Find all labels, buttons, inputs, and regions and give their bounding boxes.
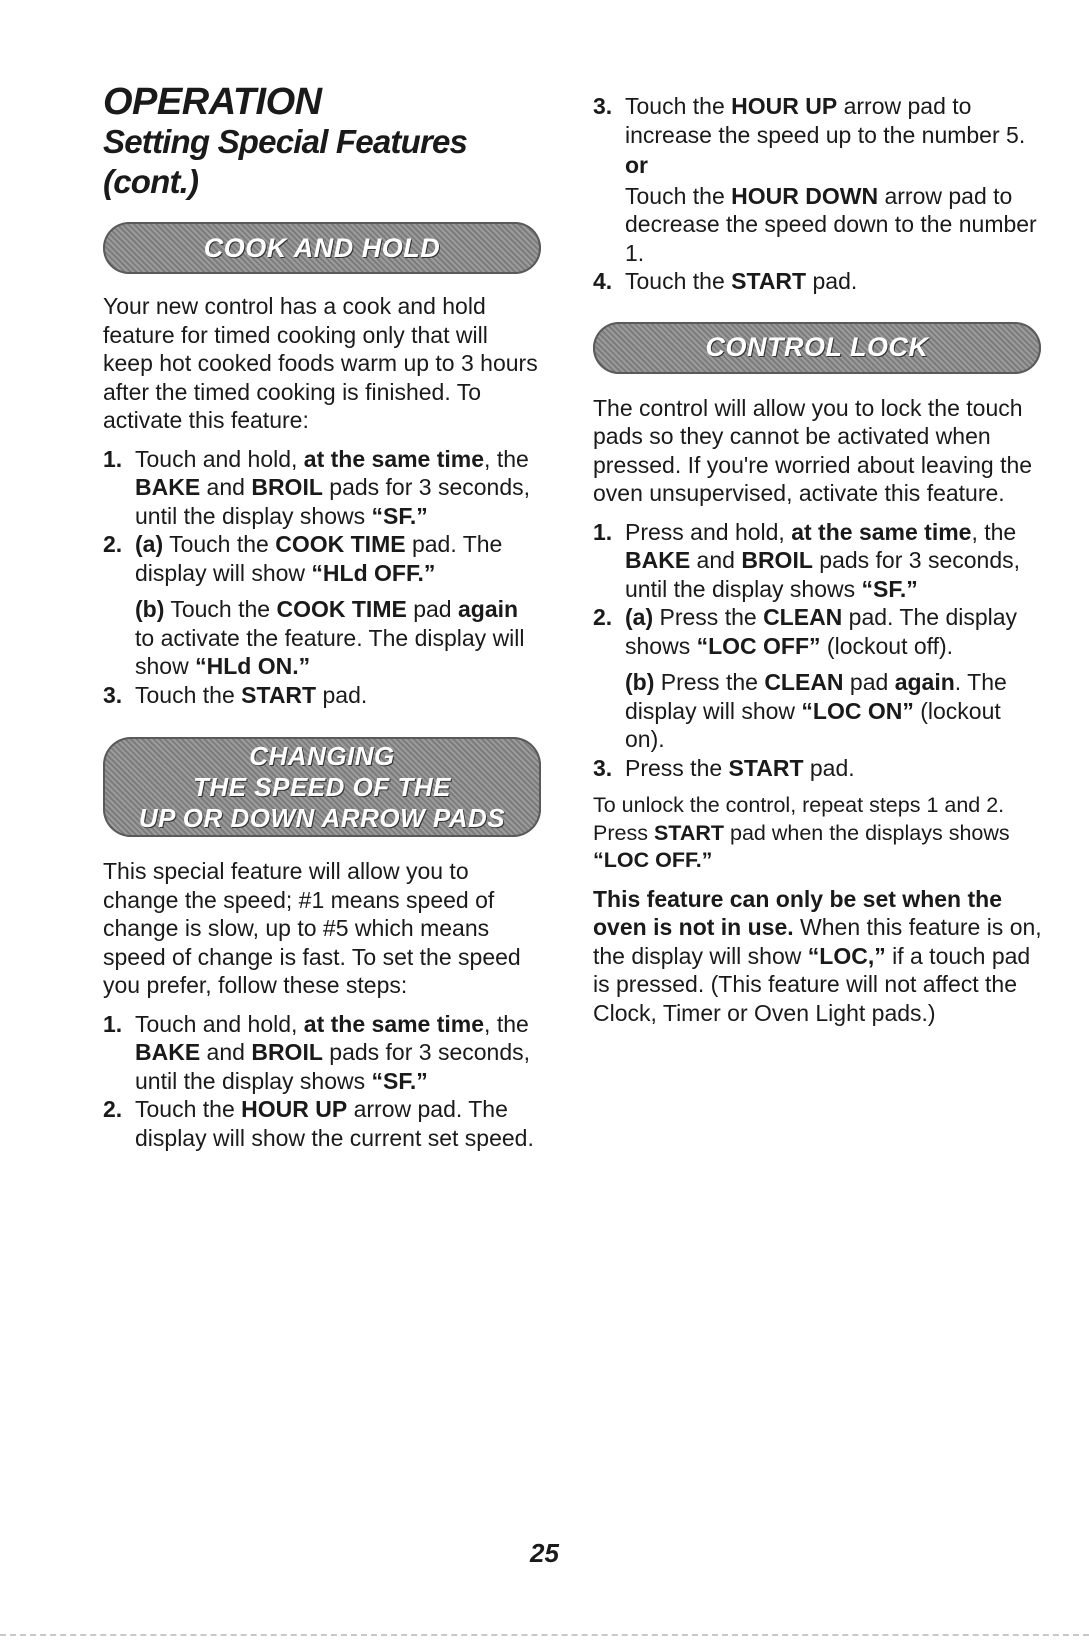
list-item: 2. (a) Touch the COOK TIME pad. The display will show “HLd OFF.” (b) Touch the COOK TIME pad again to activate the feature. The display will show “HLd ON.” — [103, 530, 543, 681]
cook-and-hold-intro: Your new control has a cook and hold feature for timed cooking only that will keep hot cooked foods warm up to 3 hours after the timed cooking is finished. To activate this feature: — [103, 293, 538, 433]
sub-step-a: (a) Touch the COOK TIME pad. The display will show “HLd OFF.” — [135, 531, 503, 586]
list-item: 3. Touch the START pad. — [103, 681, 368, 708]
bottom-divider — [0, 1634, 1089, 1637]
left-column — [103, 82, 543, 1152]
section-subheading: Setting Special Features (cont.) — [103, 123, 468, 200]
unlock-instructions: To unlock the control, repeat steps 1 and 2. Press START pad when the displays shows “LOC OFF.” — [593, 793, 1010, 872]
control-lock-note: This feature can only be set when the oven is not in use. When this feature is on, the display will show “LOC,” if a touch pad is pressed. (This feature will not affect the Clock, Timer or Oven Light pads.) — [593, 885, 1042, 1026]
cook-and-hold-banner — [103, 222, 541, 274]
list-item: 1. Touch and hold, at the same time, the BAKE and BROIL pads for 3 seconds, until the display shows “SF.” — [103, 1010, 531, 1094]
list-item: 1. Touch and hold, at the same time, the BAKE and BROIL pads for 3 seconds, until the display shows “SF.” — [103, 445, 531, 529]
page-number: 25 — [530, 1538, 559, 1568]
list-item: 4. Touch the START pad. — [593, 268, 858, 294]
changing-speed-title: CHANGING THE SPEED OF THE UP OR DOWN ARROW PADS — [138, 740, 506, 833]
list-item: 3. Press the START pad. — [593, 754, 855, 781]
list-item: 2. Touch the HOUR UP arrow pad. The display will show the current set speed. — [103, 1096, 534, 1151]
control-lock-banner — [593, 322, 1041, 374]
sub-step-b: (b) Press the CLEAN pad again. The display will show “LOC ON” (lockout on). — [625, 669, 1007, 752]
control-lock-intro: The control will allow you to lock the touch pads so they cannot be activated when pressed. If you're worried about leaving the oven unsupervised, activate this feature. — [593, 394, 1033, 506]
sub-step-a: (a) Press the CLEAN pad. The display shows “LOC OFF” (lockout off). — [625, 604, 1018, 659]
changing-speed-banner — [103, 737, 541, 837]
changing-speed-intro: This special feature will allow you to change the speed; #1 means speed of change is slow, up to #5 which means speed of change is fast. To set the speed you prefer, follow these steps: — [103, 858, 521, 998]
control-lock-title: CONTROL LOCK — [705, 332, 929, 362]
list-item: 2. (a) Press the CLEAN pad. The display shows “LOC OFF” (lockout off). (b) Press the CLEAN pad again. The display will show “LOC ON” (lockout on). — [593, 603, 1043, 754]
control-lock-steps — [593, 518, 1043, 783]
right-column — [593, 92, 1043, 1027]
cook-and-hold-title: COOK AND HOLD — [203, 232, 441, 263]
list-item: 3. Touch the HOUR UP arrow pad to increase the speed up to the number 5. or Touch the HOUR DOWN arrow pad to decrease the speed down to the number 1. — [593, 93, 1037, 266]
list-item: 1. Press and hold, at the same time, the BAKE and BROIL pads for 3 seconds, until the display shows “SF.” — [593, 518, 1021, 602]
cook-and-hold-steps — [103, 445, 543, 710]
section-heading: OPERATION — [103, 81, 322, 123]
sub-step-b: (b) Touch the COOK TIME pad again to activate the feature. The display will show “HLd ON.” — [135, 596, 525, 679]
changing-speed-steps-left — [103, 1010, 543, 1153]
changing-speed-steps-right — [593, 92, 1043, 296]
